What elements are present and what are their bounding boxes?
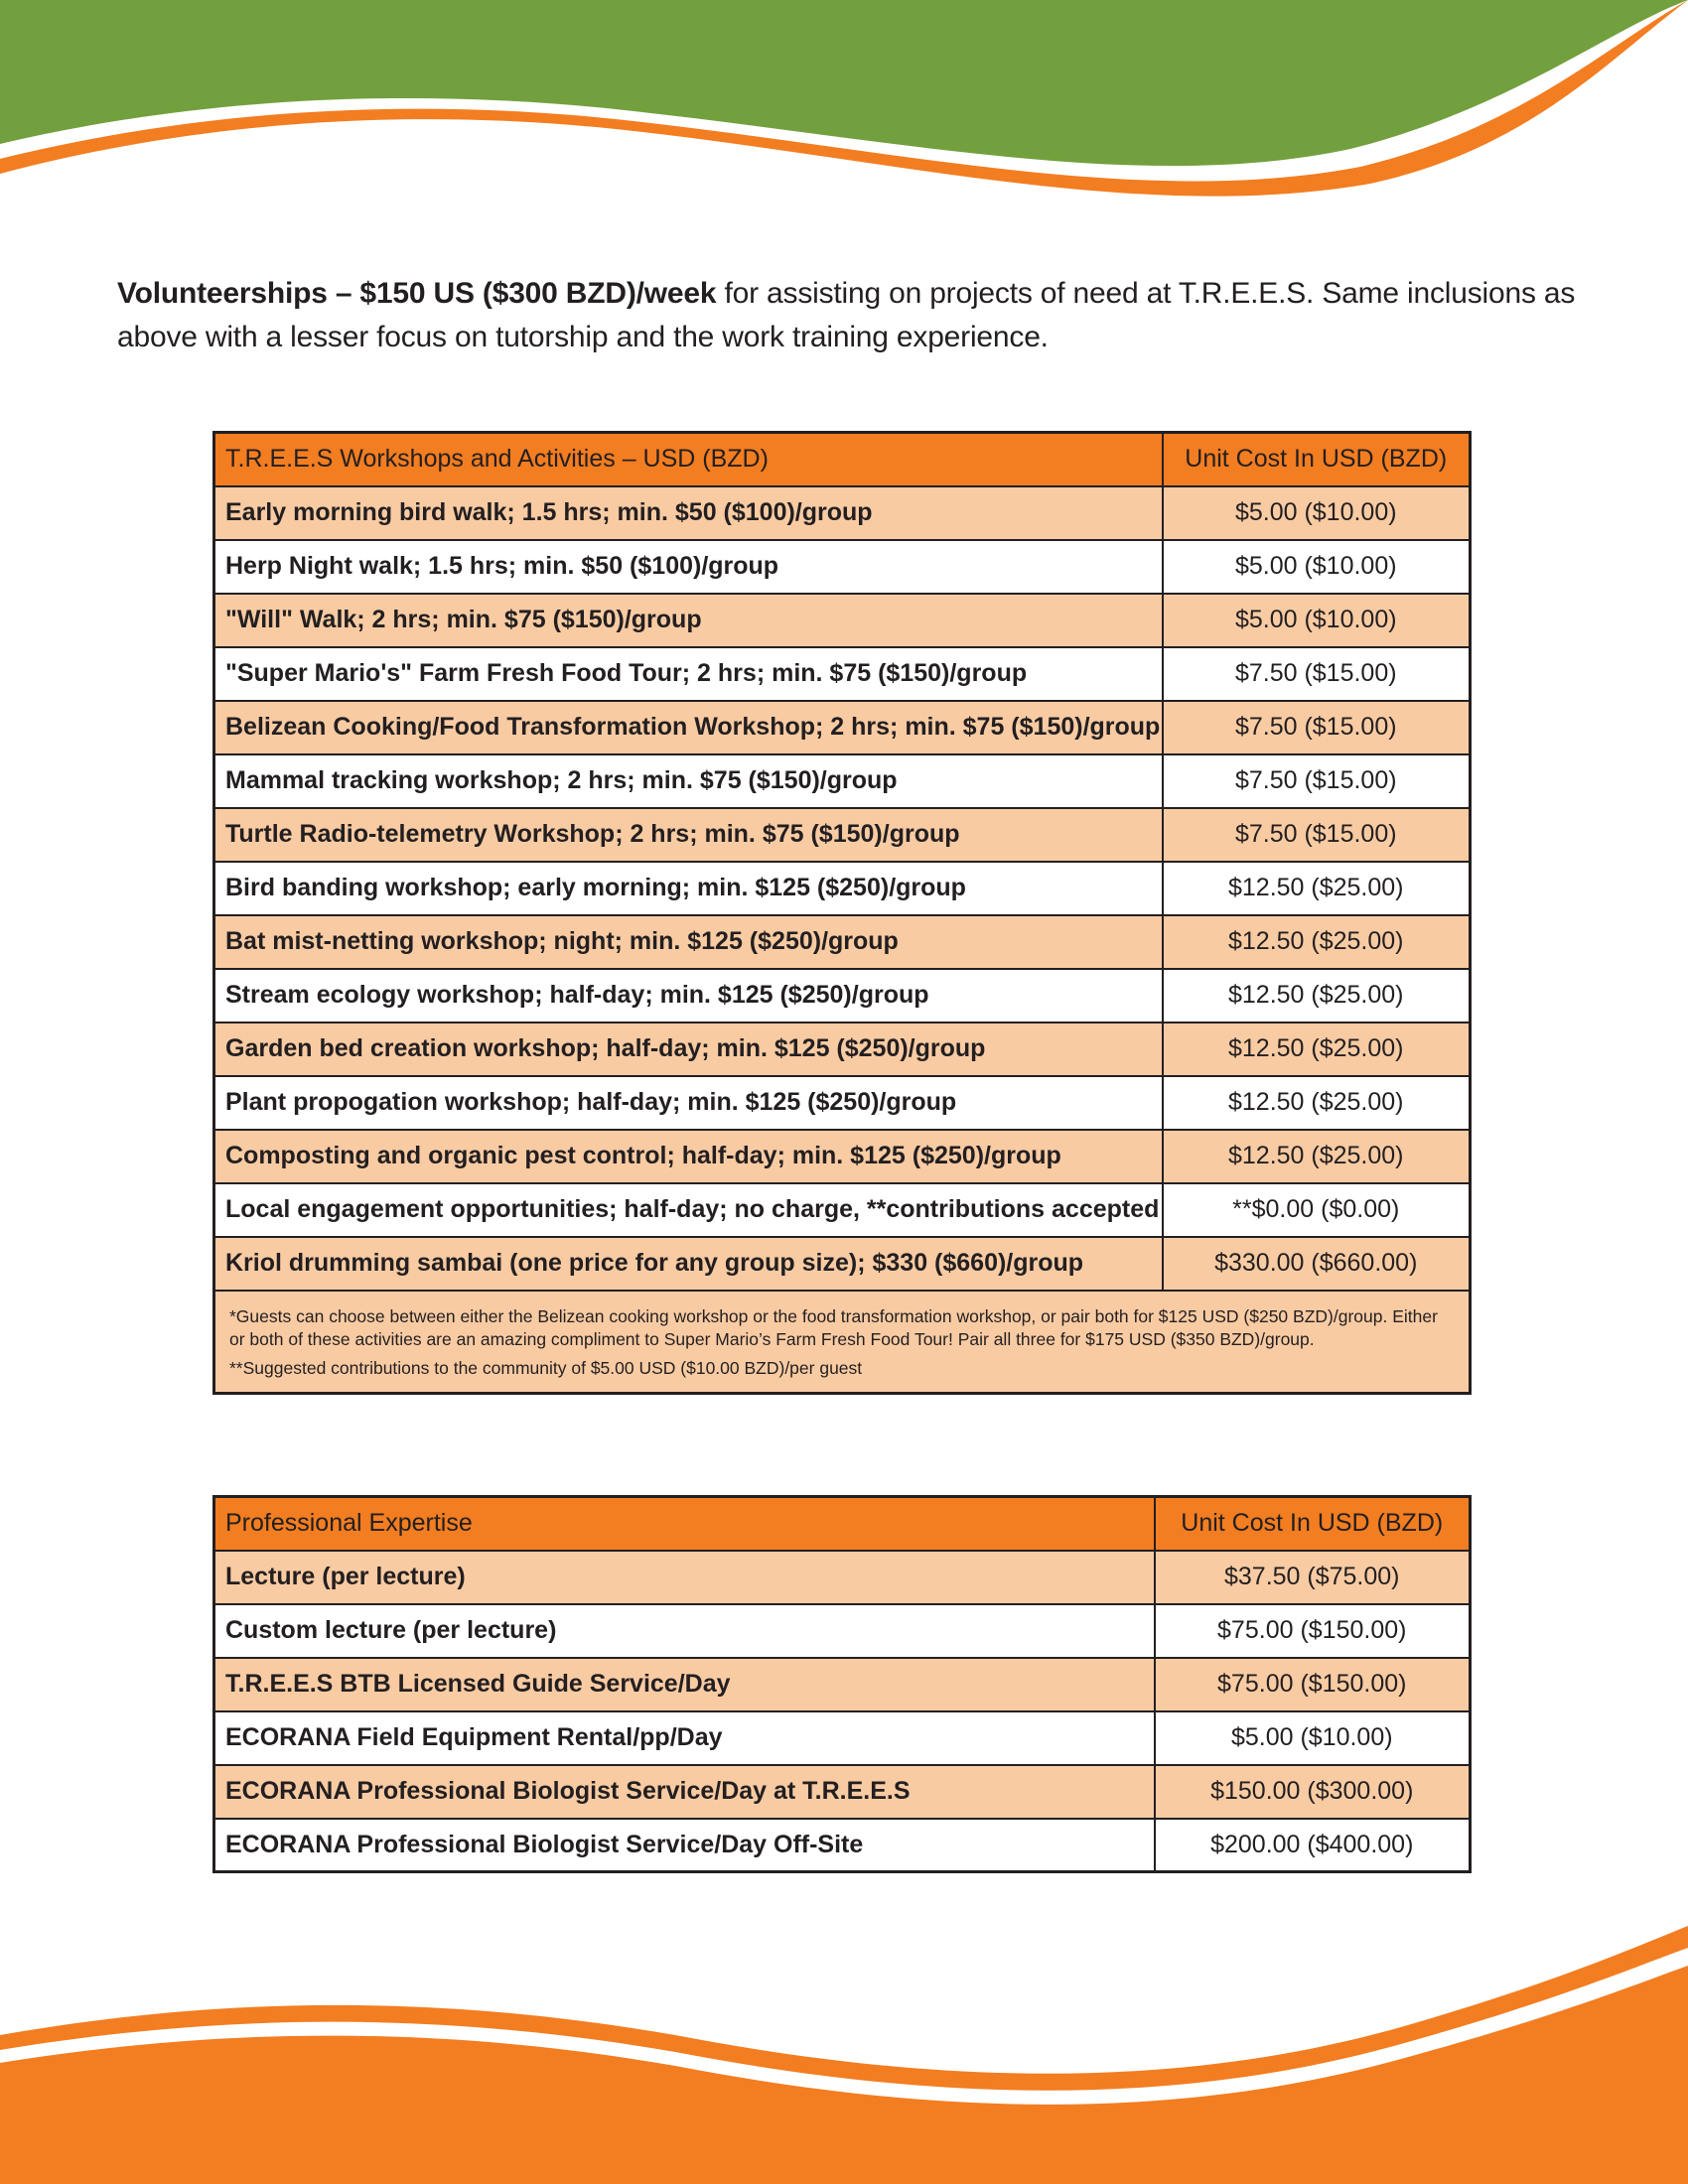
workshops-header-row bbox=[214, 433, 1471, 486]
activity-cost: $5.00 ($10.00) bbox=[1163, 594, 1471, 647]
service-name: ECORANA Field Equipment Rental/pp/Day bbox=[214, 1711, 1155, 1765]
table-row bbox=[214, 1237, 1471, 1291]
activity-name: Plant propogation workshop; half-day; min. $125 ($250)/group bbox=[214, 1076, 1163, 1130]
service-cost: $75.00 ($150.00) bbox=[1155, 1604, 1471, 1658]
service-cost: $5.00 ($10.00) bbox=[1155, 1711, 1471, 1765]
activity-cost: $7.50 ($15.00) bbox=[1163, 647, 1471, 701]
activity-name: "Will" Walk; 2 hrs; min. $75 ($150)/group bbox=[214, 594, 1163, 647]
table-row bbox=[214, 1819, 1471, 1872]
footnote-cooking: *Guests can choose between either the Belizean cooking workshop or the food transformation workshop, or pair both for $125 USD ($250 BZD)/group. Either or both of these activities are an amazing compliment to Super Mario’s Farm Fresh Food Tour! Pair all three for $175 USD ($350 BZD)/group. bbox=[229, 1305, 1438, 1349]
workshops-price-table bbox=[212, 431, 1472, 1395]
activity-name: "Super Mario's" Farm Fresh Food Tour; 2 hrs; min. $75 ($150)/group bbox=[214, 647, 1163, 701]
bottom-wave-decoration bbox=[0, 1926, 1688, 2184]
expertise-header-cost: Unit Cost In USD (BZD) bbox=[1155, 1497, 1471, 1551]
activity-cost: $12.50 ($25.00) bbox=[1163, 1130, 1471, 1183]
volunteership-description: for assisting on projects of need at T.R.E.E.S. Same inclusions as above with a lesser focus on tutorship and the work training experience. bbox=[117, 277, 1576, 353]
workshops-header-cost: Unit Cost In USD (BZD) bbox=[1163, 433, 1471, 486]
table-row bbox=[214, 915, 1471, 969]
table-row bbox=[214, 1130, 1471, 1183]
table-row bbox=[214, 701, 1471, 754]
activity-cost: **$0.00 ($0.00) bbox=[1163, 1183, 1471, 1237]
expertise-header-name: Professional Expertise bbox=[214, 1497, 1155, 1551]
service-cost: $200.00 ($400.00) bbox=[1155, 1819, 1471, 1872]
notes-row bbox=[214, 1291, 1471, 1394]
activity-cost: $330.00 ($660.00) bbox=[1163, 1237, 1471, 1291]
table-row bbox=[214, 1183, 1471, 1237]
activity-name: Bird banding workshop; early morning; min. $125 ($250)/group bbox=[214, 862, 1163, 915]
service-name: Custom lecture (per lecture) bbox=[214, 1604, 1155, 1658]
service-cost: $150.00 ($300.00) bbox=[1155, 1765, 1471, 1819]
activity-name: Kriol drumming sambai (one price for any group size); $330 ($660)/group bbox=[214, 1237, 1163, 1291]
table-row bbox=[214, 1076, 1471, 1130]
activity-name: Herp Night walk; 1.5 hrs; min. $50 ($100)/group bbox=[214, 540, 1163, 594]
activity-name: Mammal tracking workshop; 2 hrs; min. $75 ($150)/group bbox=[214, 754, 1163, 808]
table-row bbox=[214, 754, 1471, 808]
volunteership-title: Volunteerships – $150 US ($300 BZD)/week bbox=[117, 277, 717, 310]
activity-cost: $12.50 ($25.00) bbox=[1163, 915, 1471, 969]
table-footnotes bbox=[214, 1291, 1471, 1394]
activity-name: Local engagement opportunities; half-day; no charge, **contributions accepted bbox=[214, 1183, 1163, 1237]
table-row bbox=[214, 969, 1471, 1023]
table-row bbox=[214, 1604, 1471, 1658]
activity-cost: $12.50 ($25.00) bbox=[1163, 969, 1471, 1023]
service-name: ECORANA Professional Biologist Service/Day Off-Site bbox=[214, 1819, 1155, 1872]
activity-name: Stream ecology workshop; half-day; min. $125 ($250)/group bbox=[214, 969, 1163, 1023]
activity-name: Early morning bird walk; 1.5 hrs; min. $50 ($100)/group bbox=[214, 486, 1163, 540]
activity-name: Belizean Cooking/Food Transformation Workshop; 2 hrs; min. $75 ($150)/group bbox=[214, 701, 1163, 754]
table-row bbox=[214, 647, 1471, 701]
table-row bbox=[214, 594, 1471, 647]
activity-cost: $12.50 ($25.00) bbox=[1163, 862, 1471, 915]
activity-name: Composting and organic pest control; half-day; min. $125 ($250)/group bbox=[214, 1130, 1163, 1183]
service-name: T.R.E.E.S BTB Licensed Guide Service/Day bbox=[214, 1658, 1155, 1711]
volunteership-intro bbox=[117, 272, 1577, 359]
table-row bbox=[214, 1711, 1471, 1765]
activity-cost: $7.50 ($15.00) bbox=[1163, 754, 1471, 808]
activity-cost: $5.00 ($10.00) bbox=[1163, 540, 1471, 594]
footnote-contributions: **Suggested contributions to the community of $5.00 USD ($10.00 BZD)/per guest bbox=[229, 1357, 863, 1378]
activity-name: Garden bed creation workshop; half-day; min. $125 ($250)/group bbox=[214, 1023, 1163, 1076]
table-row bbox=[214, 1658, 1471, 1711]
activity-name: Turtle Radio-telemetry Workshop; 2 hrs; min. $75 ($150)/group bbox=[214, 808, 1163, 862]
top-wave-decoration bbox=[0, 0, 1688, 208]
activity-cost: $5.00 ($10.00) bbox=[1163, 486, 1471, 540]
service-cost: $75.00 ($150.00) bbox=[1155, 1658, 1471, 1711]
activity-cost: $7.50 ($15.00) bbox=[1163, 808, 1471, 862]
table-row bbox=[214, 1551, 1471, 1604]
table-row bbox=[214, 1023, 1471, 1076]
activity-name: Bat mist-netting workshop; night; min. $125 ($250)/group bbox=[214, 915, 1163, 969]
activity-cost: $12.50 ($25.00) bbox=[1163, 1023, 1471, 1076]
table-row bbox=[214, 1765, 1471, 1819]
expertise-price-table bbox=[212, 1495, 1472, 1873]
service-cost: $37.50 ($75.00) bbox=[1155, 1551, 1471, 1604]
table-row bbox=[214, 808, 1471, 862]
table-row bbox=[214, 540, 1471, 594]
service-name: ECORANA Professional Biologist Service/Day at T.R.E.E.S bbox=[214, 1765, 1155, 1819]
activity-cost: $12.50 ($25.00) bbox=[1163, 1076, 1471, 1130]
table-row bbox=[214, 486, 1471, 540]
table-row bbox=[214, 862, 1471, 915]
expertise-header-row bbox=[214, 1497, 1471, 1551]
workshops-header-name: T.R.E.E.S Workshops and Activities – USD (BZD) bbox=[214, 433, 1163, 486]
activity-cost: $7.50 ($15.00) bbox=[1163, 701, 1471, 754]
service-name: Lecture (per lecture) bbox=[214, 1551, 1155, 1604]
